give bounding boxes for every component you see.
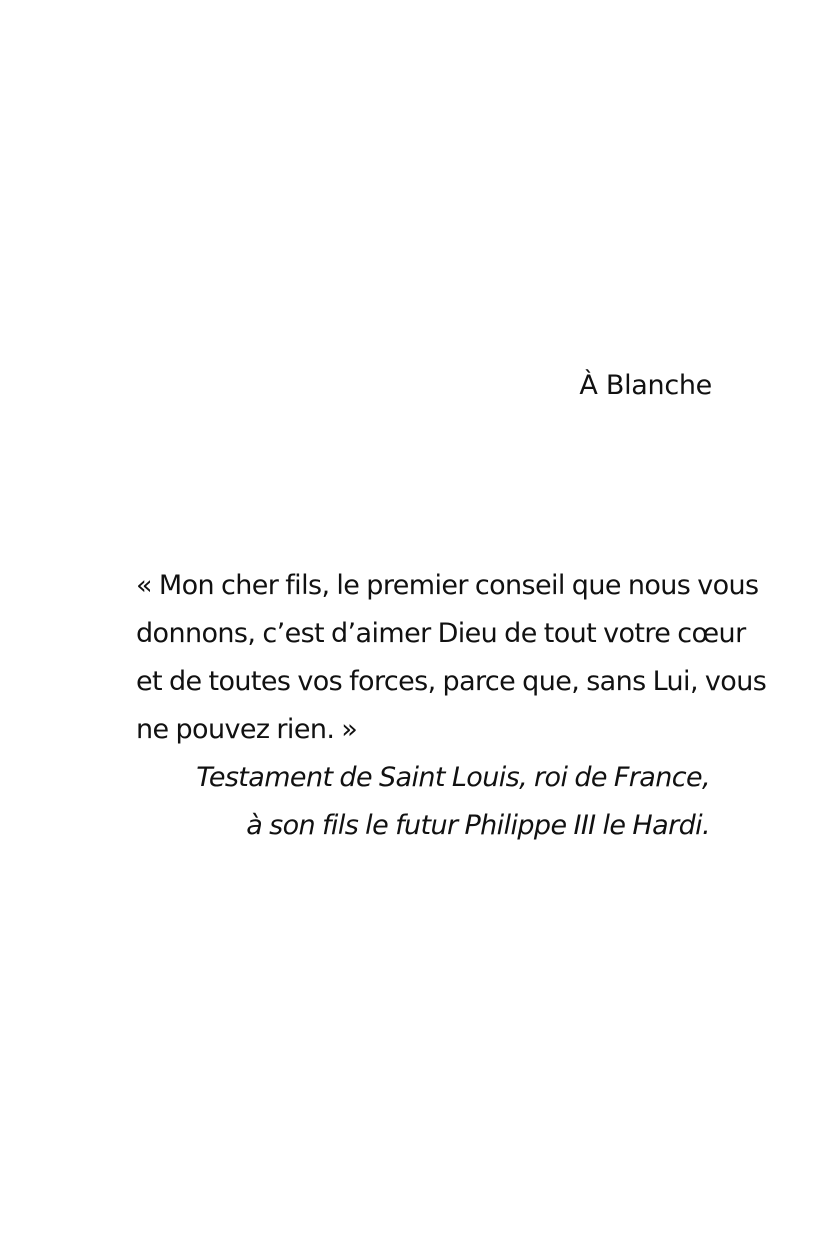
quote-line: donnons, c’est d’aimer Dieu de tout votre cœur [136, 618, 746, 649]
quote-line: et de toutes vos forces, parce que, sans Lui, vous [136, 666, 767, 697]
quote-line: ne pouvez rien. » [136, 714, 358, 745]
epigraph-quote [136, 562, 767, 754]
epigraph-attribution [196, 754, 710, 850]
attribution-line: Testament de Saint Louis, roi de France, [196, 762, 710, 793]
attribution-line: à son fils le futur Philippe III le Hardi. [246, 810, 710, 841]
quote-line: « Mon cher fils, le premier conseil que nous vous [136, 570, 759, 601]
dedication: À Blanche [579, 370, 712, 401]
